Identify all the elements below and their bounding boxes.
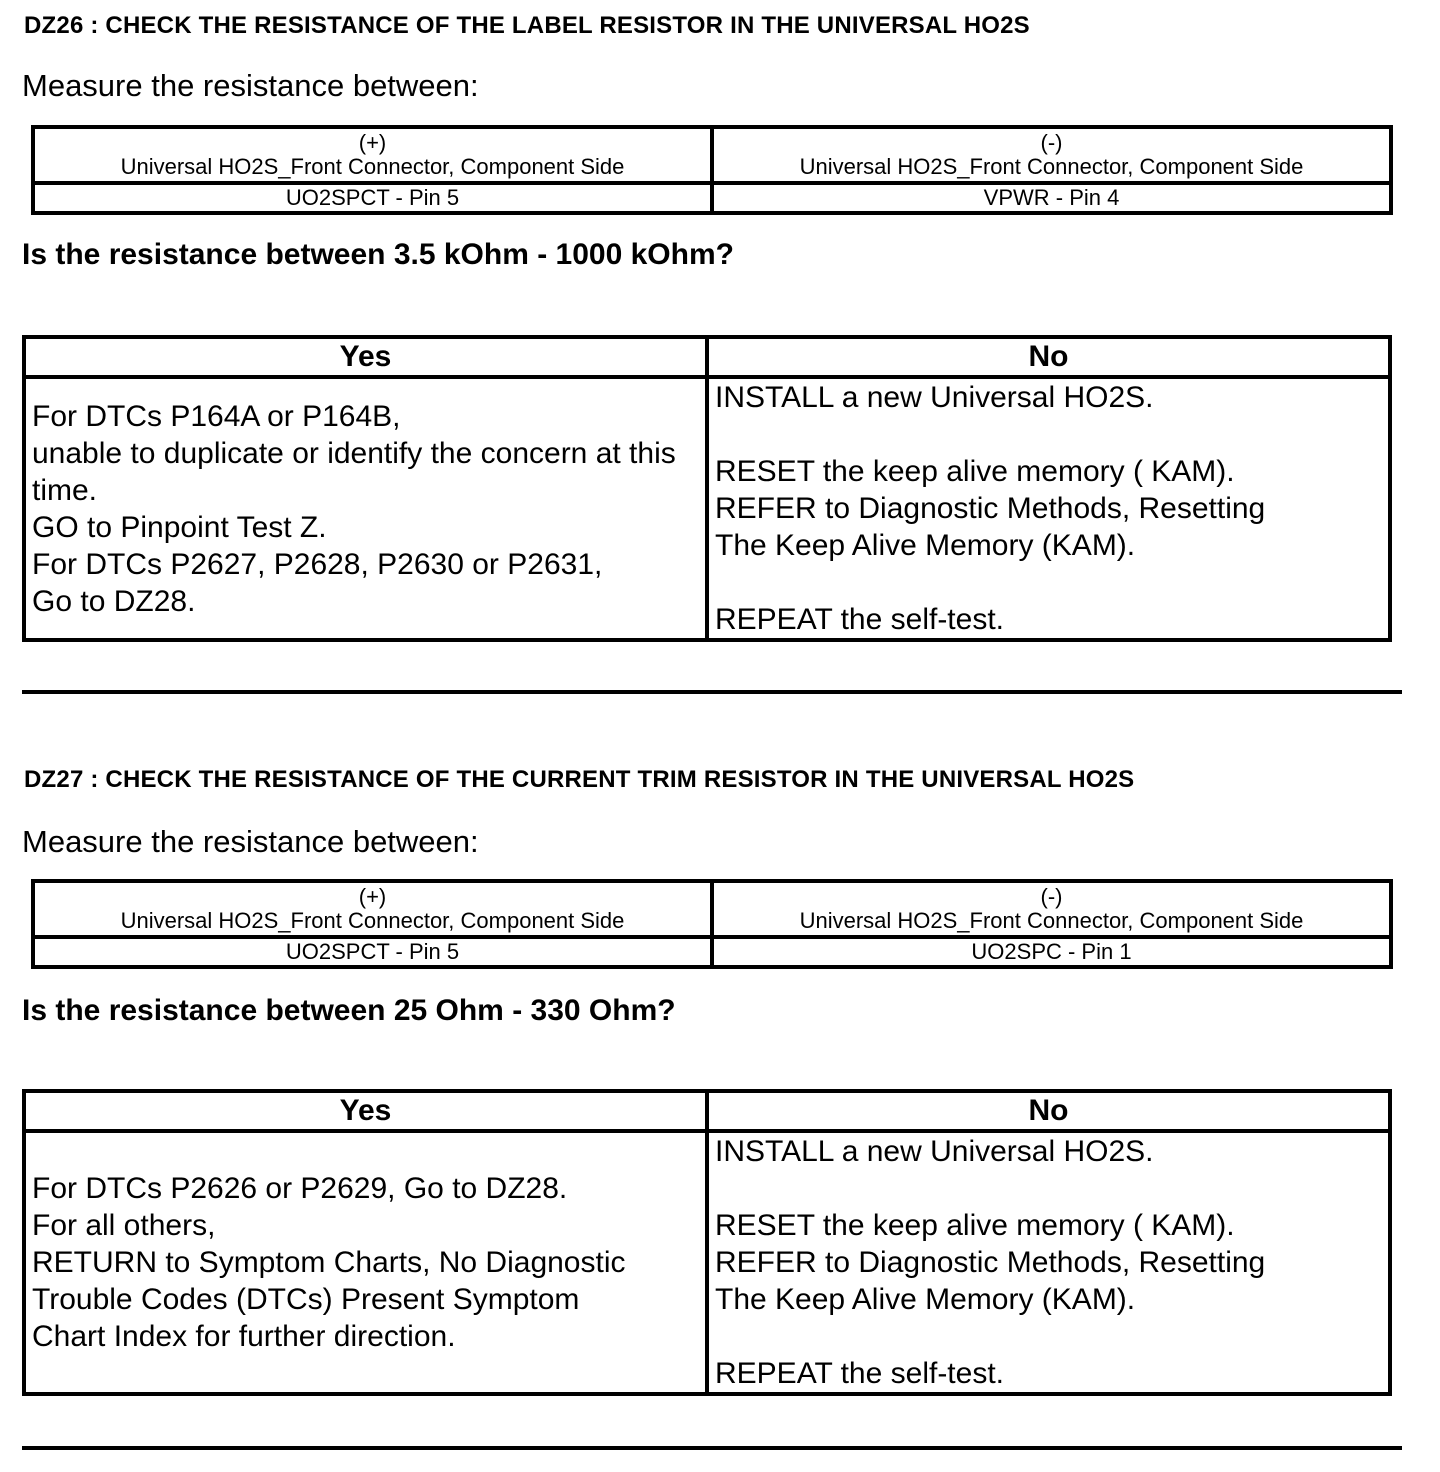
negative-sign: (-) bbox=[1040, 884, 1063, 909]
yes-header: Yes bbox=[24, 337, 707, 377]
no-header: No bbox=[707, 337, 1390, 377]
positive-pin: UO2SPCT - Pin 5 bbox=[33, 937, 712, 967]
measure-table bbox=[31, 879, 1393, 969]
positive-connector: Universal HO2S_Front Connector, Component Side bbox=[120, 908, 625, 933]
yes-action-text: For DTCs P2626 or P2629, Go to DZ28. For all others, RETURN to Symptom Charts, No Diagnostic Trouble Codes (DTCs) Present Symptom Chart Index for further direction. bbox=[24, 1131, 707, 1394]
positive-probe-cell bbox=[33, 127, 712, 183]
step-title: DZ26 : CHECK THE RESISTANCE OF THE LABEL RESISTOR IN THE UNIVERSAL HO2S bbox=[24, 12, 1030, 39]
yes-header: Yes bbox=[24, 1091, 707, 1131]
no-action-text: INSTALL a new Universal HO2S. RESET the keep alive memory ( KAM). REFER to Diagnostic Methods, Resetting The Keep Alive Memory (KAM). REPEAT the self-test. bbox=[707, 377, 1390, 640]
no-action-text: INSTALL a new Universal HO2S. RESET the keep alive memory ( KAM). REFER to Diagnostic Methods, Resetting The Keep Alive Memory (KAM). REPEAT the self-test. bbox=[707, 1131, 1390, 1394]
question: Is the resistance between 25 Ohm - 330 Ohm? bbox=[22, 994, 676, 1027]
positive-sign: (+) bbox=[358, 130, 387, 155]
negative-connector: Universal HO2S_Front Connector, Component Side bbox=[799, 154, 1304, 179]
negative-pin: VPWR - Pin 4 bbox=[712, 183, 1391, 213]
step-title: DZ27 : CHECK THE RESISTANCE OF THE CURRENT TRIM RESISTOR IN THE UNIVERSAL HO2S bbox=[24, 766, 1135, 793]
no-header: No bbox=[707, 1091, 1390, 1131]
yes-action-text: For DTCs P164A or P164B, unable to duplicate or identify the concern at this time. GO to Pinpoint Test Z. For DTCs P2627, P2628, P2630 or P2631, Go to DZ28. bbox=[24, 377, 707, 640]
positive-sign: (+) bbox=[358, 884, 387, 909]
negative-probe-cell bbox=[712, 881, 1391, 937]
measure-table bbox=[31, 125, 1393, 215]
measure-label: Measure the resistance between: bbox=[22, 824, 479, 859]
measure-label: Measure the resistance between: bbox=[22, 68, 479, 103]
positive-pin: UO2SPCT - Pin 5 bbox=[33, 183, 712, 213]
negative-connector: Universal HO2S_Front Connector, Component Side bbox=[799, 908, 1304, 933]
section-divider bbox=[22, 1446, 1402, 1450]
section-divider bbox=[22, 690, 1402, 694]
question: Is the resistance between 3.5 kOhm - 1000 kOhm? bbox=[22, 238, 734, 271]
negative-pin: UO2SPC - Pin 1 bbox=[712, 937, 1391, 967]
answer-table bbox=[22, 335, 1392, 642]
negative-sign: (-) bbox=[1040, 130, 1063, 155]
positive-probe-cell bbox=[33, 881, 712, 937]
answer-table bbox=[22, 1089, 1392, 1396]
positive-connector: Universal HO2S_Front Connector, Component Side bbox=[120, 154, 625, 179]
negative-probe-cell bbox=[712, 127, 1391, 183]
